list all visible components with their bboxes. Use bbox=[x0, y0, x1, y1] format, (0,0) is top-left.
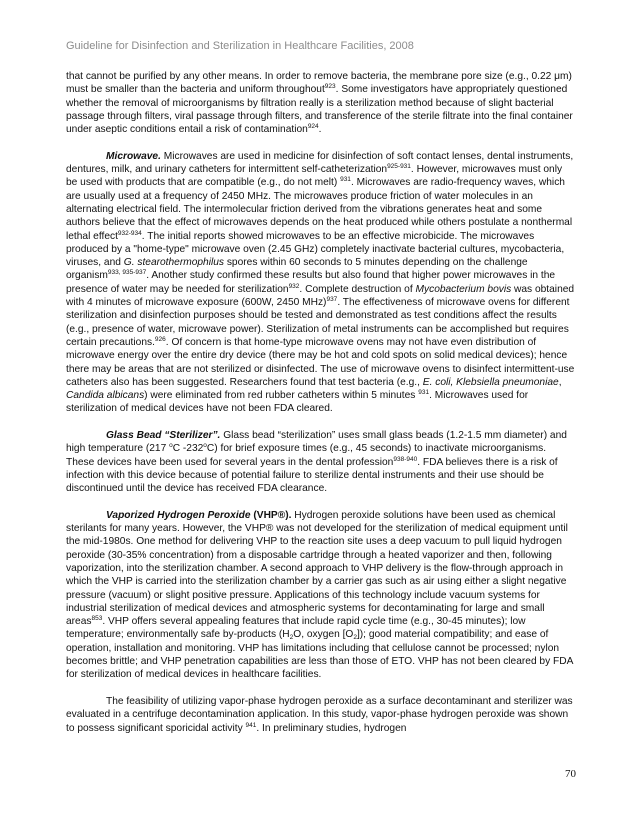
reference-superscript: 926 bbox=[154, 335, 166, 343]
section-heading-glass-bead: Glass Bead “Sterilizer”. bbox=[106, 430, 221, 442]
paragraph-filtration: that cannot be purified by any other means. In order to remove bacteria, the membrane pore size (e.g., 0.22 μm) must be smaller than the bacteria and uniform throughout$^{923}$. Some investigators have appropriately questioned whether the removal of microorganisms by filtration really is a sterilization method because of slight bacterial passage through filters, viral passage through filters, and transference of the sterile filtrate into the final container under aseptic conditions entail a risk of contamination$^{924}$. bbox=[66, 71, 573, 136]
body-text bbox=[66, 70, 576, 748]
degree-superscript: o bbox=[169, 442, 173, 450]
paragraph-glass-bead: Glass Bead “Sterilizer”. Glass bead “sterilization” uses small glass beads (1.2-1.5 mm diameter) and high temperature (217 $^o$C -232$^o$C) for brief exposure times (e.g., 45 seconds) to inactivate microorganisms. These devices have been used for several years in the dental profession$^{938-940}$. FDA believes there is a risk of infection with this device because of potential failure to sterilize dental instruments and their use should be discontinued until the device has received FDA clearance. bbox=[66, 430, 567, 495]
reference-superscript: 931 bbox=[340, 176, 351, 184]
reference-superscript: 924 bbox=[307, 123, 319, 131]
reference-superscript: 932-934 bbox=[117, 229, 142, 237]
reference-superscript: 938-940 bbox=[393, 455, 418, 463]
reference-superscript: 923 bbox=[324, 83, 336, 91]
paragraph-vapor-phase: The feasibility of utilizing vapor-phase hydrogen peroxide as a surface decontaminant and sterilizer was evaluated in a centrifuge decontamination application. In this study, vapor-phase hydrogen peroxide was shown to possess significant sporicidal activity $^{941}$. In preliminary studies, hydrogen bbox=[66, 695, 573, 734]
section-heading-vhp: Vaporized Hydrogen Peroxide bbox=[106, 509, 251, 521]
reference-superscript: 937 bbox=[326, 296, 338, 304]
reference-superscript: 925-931 bbox=[387, 163, 411, 171]
reference-superscript: 932 bbox=[288, 282, 300, 290]
degree-superscript: o bbox=[203, 442, 207, 450]
paragraph-microwave: Microwave. Microwaves are used in medicine for disinfection of soft contact lenses, dental instruments, dentures, milk, and urinary catheters for intermittent self-catheterization$^{925-931}$. However, microwaves must only be used with products that are compatible (e.g., do not melt) $^{931}$. Microwaves are radio-frequency waves, which are usually used at a frequency of 2450 MHz. The microwaves produce friction of water molecules in an alternating electrical field. The intermolecular friction derived from the vibrations generates heat and some authors believe that the effect of microwaves depends on the heat produced while others postulate a nonthermal lethal effect$^{932-934}$. The initial reports showed microwaves to be an effective microbicide. The microwaves produced by a "home-type" microwave oven (2.45 GHz) completely inactivate bacterial cultures, mycobacteria, viruses, and G. stearothermophilus spores within 60 seconds to 5 minutes depending on the challenge organism$^{933, 935-937}$. Another study confirmed these results but also found that higher power microwaves in the presence of water may be needed for sterilization$^{932}$. Complete destruction of Mycobacterium bovis was obtained with 4 minutes of microwave exposure (600W, 2450 MHz)$^{937}$. The effectiveness of microwave ovens for different sterilization and disinfection purposes should be tested and demonstrated as test conditions affect the results (e.g., presence of water, microwave power). Sterilization of metal instruments can be accomplished but requires certain precautions.$^{926}$. Of concern is that home-type microwave ovens may not have even distribution of microwave energy over the entire dry device (there may be hot and cold spots on solid medical devices); hence there may be areas that are not sterilized or disinfected. The use of microwave ovens to disinfect intermittent-use catheters also has been suggested. Researchers found that test bacteria (e.g., E. coli, Klebsiella pneumoniae, Candida albicans) were eliminated from red rubber catheters within 5 minutes $^{931}$. Microwaves used for sterilization of medical devices have not been FDA cleared. bbox=[66, 150, 575, 415]
section-heading-microwave: Microwave. bbox=[106, 150, 161, 162]
reference-superscript: 931 bbox=[418, 389, 430, 397]
reference-superscript: 933, 935-937 bbox=[107, 269, 147, 277]
reference-superscript: 853 bbox=[91, 615, 103, 623]
reference-superscript: 941 bbox=[245, 721, 257, 729]
running-header: Guideline for Disinfection and Sterilization in Healthcare Facilities, 2008 bbox=[66, 40, 414, 52]
page-number: 70 bbox=[565, 768, 576, 780]
paragraph-vhp: Vaporized Hydrogen Peroxide (VHP®). Hydrogen peroxide solutions have been used as chemical sterilants for many years. However, the VHP® was not developed for the sterilization of medical equipment until the mid-1980s. One method for delivering VHP to the reaction site uses a deep vacuum to pull liquid hydrogen peroxide (30-35% concentration) from a disposable cartridge through a heated vaporizer and then, following vaporization, into the sterilization chamber. A second approach to VHP delivery is the flow-through approach in which the VHP is carried into the sterilization chamber by a carrier gas such as air using either a slight negative pressure (vacuum) or slight positive pressure. Applications of this technology include vacuum systems for industrial sterilization of medical devices and atmospheric systems for decontaminating for large and small areas$^{853}$. VHP offers several appealing features that include rapid cycle time (e.g., 30-45 minutes); low temperature; environmentally safe by-products ($H_2O$, oxygen $[O_2]$); good material compatibility; and ease of operation, installation and monitoring. VHP has limitations including that cellulose cannot be processed; nylon becomes brittle; and VHP penetration capabilities are less than those of ETO. VHP has not been cleared by FDA for sterilization of medical devices in healthcare facilities. bbox=[66, 509, 573, 681]
